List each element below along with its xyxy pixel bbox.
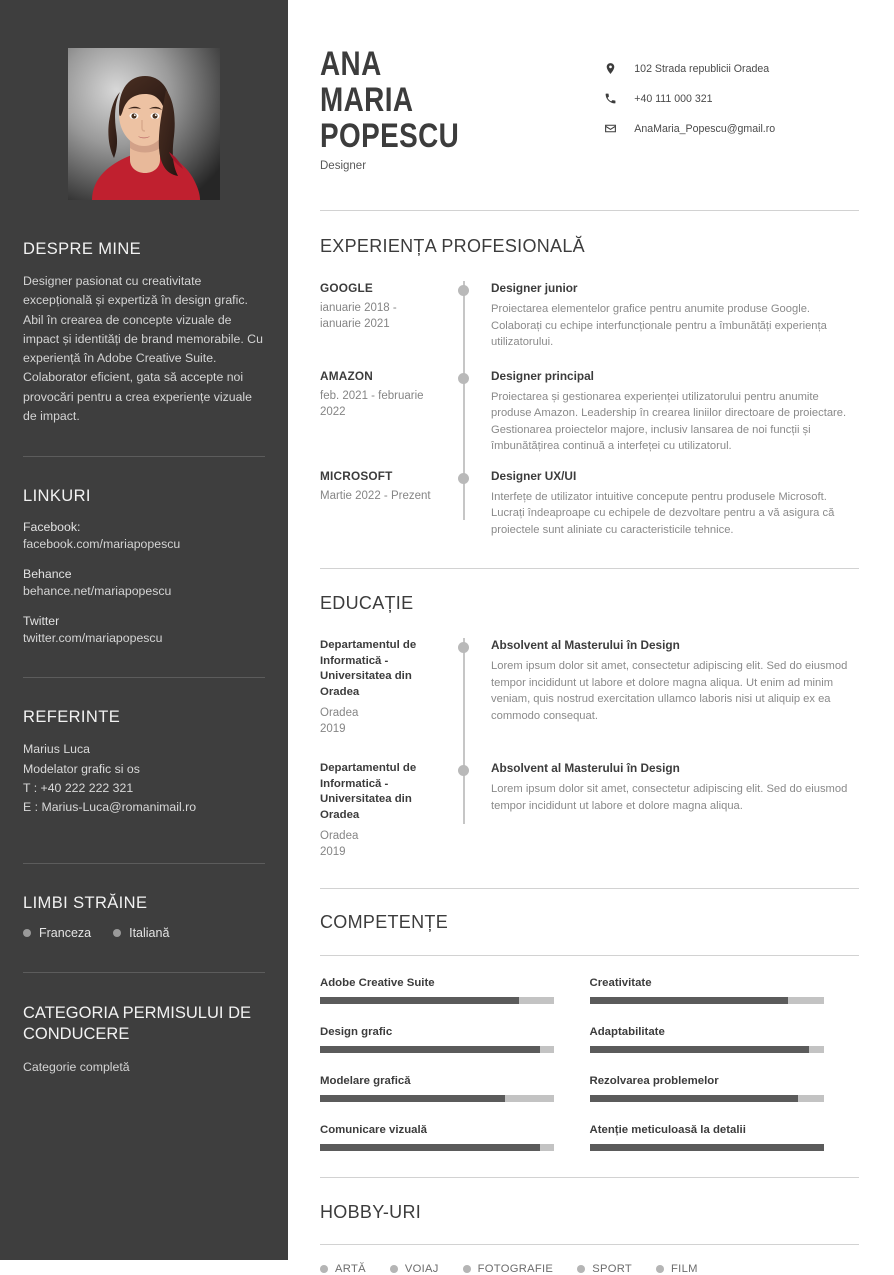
skills-column-right [590,977,860,1173]
languages-heading: LIMBI STRĂINE [23,893,148,912]
experience-detail-col [483,351,859,455]
reference-role: Modelator grafic si os [23,761,140,776]
main-column [288,0,894,1275]
hobby-item [577,1263,632,1275]
contact-phone-text: +40 111 000 321 [634,92,713,105]
sidebar [0,0,288,1260]
divider [320,955,859,956]
education-detail-col [483,737,859,860]
experience-description: Proiectarea și gestionarea experienței utilizatorului pentru anumite produse Amazon. Leadership în crearea liniilor directoare de proiectare. Gestionarea proiectelor majore, inclusiv lansarea de noi funcții și îmbunătățirea continuă a interfeței cu utilizatorul. [491,390,847,452]
contact-email-text: AnaMaria_Popescu@gmail.ro [634,122,776,135]
language-item [113,926,169,940]
reference-phone: T : +40 222 222 321 [23,780,134,795]
skill-bar-fill [590,997,789,1004]
education-org-col [320,737,447,860]
skill-bar-track [590,1046,824,1053]
timeline-marker [447,737,483,860]
timeline-dot-icon [458,473,469,484]
experience-description: Proiectarea elementelor grafice pentru anumite produse Google. Colaborați cu echipe interfuncționale pentru a îmbunătăți experiența utilizatorului. [491,303,827,348]
hobby-item [656,1263,698,1275]
timeline-marker [447,455,483,539]
name-block [320,46,604,172]
experience-period: Martie 2022 - Prezent [320,489,431,502]
experience-role: Designer UX/UI [491,468,577,483]
experience-org-col [320,351,447,455]
education-item [320,737,859,860]
bullet-dot-icon [577,1265,585,1273]
skill-label: Creativitate [589,977,652,989]
education-org: Departamentul de Informatică - Universitatea din Oradea [320,762,417,821]
divider [320,1244,859,1245]
education-description: Lorem ipsum dolor sit amet, consectetur adipiscing elit. Sed do eiusmod tempor incididunt ut labore et dolore magna aliqua. [491,783,848,812]
experience-detail-col [483,455,859,539]
skill-bar-fill [320,1046,540,1053]
hobby-label: FILM [671,1263,698,1275]
education-degree: Absolvent al Masterului în Design [491,638,680,652]
driving-license-heading: CATEGORIA PERMISULUI DE CONDUCERE [23,1003,251,1043]
links-heading: LINKURI [23,487,91,506]
skill-bar-fill [320,997,519,1004]
skill-bar-track [320,1144,554,1151]
experience-heading: EXPERIENȚA PROFESIONALĂ [320,236,585,256]
about-section [23,200,265,426]
experience-section [320,236,859,538]
education-degree: Absolvent al Masterului în Design [491,761,680,775]
link-item[interactable] [23,566,265,600]
driving-license-section [23,973,265,1077]
bullet-dot-icon [656,1265,664,1273]
header [320,0,859,172]
avatar [68,48,220,200]
experience-org-col [320,281,447,351]
skill-bar-track [320,1046,554,1053]
hobbies-heading: HOBBY-URI [320,1202,422,1222]
hobby-label: FOTOGRAFIE [477,1263,554,1275]
hobby-item [463,1263,554,1275]
reference-email: E : Marius-Luca@romanimail.ro [23,800,197,815]
language-label: Italiană [129,925,170,940]
experience-item [320,281,859,351]
skills-section [320,912,859,1173]
links-section [23,457,265,647]
skill-item [320,1026,590,1053]
education-description: Lorem ipsum dolor sit amet, consectetur adipiscing elit. Sed do eiusmod tempor incididunt ut labore et dolore magna aliqua. Ut enim ad minim veniam, quis nostrud exercitation ullamco laboris nisi ut aliquip ex ea commodo consequat. [491,660,848,722]
education-item [320,638,859,737]
experience-detail-col [483,281,859,351]
hobbies-section [320,1202,859,1275]
education-year: 2019 [320,846,346,858]
education-city: Oradea [320,707,359,719]
skill-bar-track [320,1095,554,1102]
skill-item [320,1124,590,1151]
timeline-dot-icon [458,373,469,384]
skill-item [320,1075,590,1102]
hobby-label: ARTĂ [335,1263,366,1275]
timeline-dot-icon [458,642,469,653]
timeline-line [463,351,465,455]
first-name: ANA [320,45,382,83]
skill-bar-track [590,997,824,1004]
education-detail-col [483,638,859,737]
skill-bar-track [590,1144,824,1151]
experience-org-col [320,455,447,539]
portrait-illustration [68,48,220,200]
link-label: Twitter [23,614,60,629]
divider [320,1177,859,1178]
location-pin-icon [604,62,626,75]
profile-photo-wrap [23,0,265,200]
skill-bar-fill [590,1095,798,1102]
skill-label: Design grafic [320,1026,393,1038]
timeline-marker [447,281,483,351]
skill-item [320,977,590,1004]
reference-name: Marius Luca [23,742,90,757]
about-heading: DESPRE MINE [23,240,142,258]
education-heading: EDUCAȚIE [320,593,414,613]
timeline-dot-icon [458,285,469,296]
phone-icon [604,92,626,105]
skill-bar-track [320,997,554,1004]
skill-bar-fill [320,1144,540,1151]
contact-address-text: 102 Strada republicii Oradea [634,62,770,75]
skill-label: Rezolvarea problemelor [589,1075,719,1087]
envelope-icon [604,122,626,135]
skill-label: Atenție meticuloasă la detalii [589,1124,746,1136]
experience-item [320,455,859,539]
hobby-label: VOIAJ [404,1263,439,1275]
experience-period: ianuarie 2018 - ianuarie 2021 [320,302,397,330]
language-label: Franceza [39,925,92,940]
about-text: Designer pasionat cu creativitate excepțională și expertiză în design grafic. Abil în crearea de concepte vizuale de impact și identități de brand memorabile. Cu experiență în Adobe Creative Suite. Colaborator eficient, gata să accepte noi provocări pentru a crea experiențe vizuale de impact. [23,274,263,424]
education-year: 2019 [320,723,346,735]
skill-item [590,1026,860,1053]
experience-item [320,351,859,455]
skill-item [590,1075,860,1102]
skill-bar-fill [590,1144,824,1151]
divider [320,568,859,569]
skill-label: Comunicare vizuală [320,1124,427,1136]
languages-list [23,926,265,940]
timeline-line [463,455,465,521]
bullet-dot-icon [390,1265,398,1273]
divider [320,888,859,889]
experience-org: GOOGLE [320,281,373,295]
timeline-marker [447,351,483,455]
bullet-dot-icon [113,929,121,937]
last-name: MARIA POPESCU [320,81,460,155]
link-label: Behance [23,567,72,582]
hobby-item [320,1263,366,1275]
education-city: Oradea [320,830,359,842]
skill-item [590,1124,860,1151]
skill-label: Adaptabilitate [589,1026,665,1038]
contact-list [604,46,859,172]
skill-item [590,977,860,1004]
experience-org: MICROSOFT [320,468,393,483]
skill-bar-fill [590,1046,810,1053]
languages-section [23,864,265,940]
skill-bar-track [590,1095,824,1102]
education-org: Departamentul de Informatică - Universitatea din Oradea [320,639,417,698]
experience-org: AMAZON [320,368,373,383]
references-heading: REFERINTE [23,708,121,727]
bullet-dot-icon [320,1265,328,1273]
experience-period: feb. 2021 - februarie 2022 [320,389,424,418]
skill-bar-fill [320,1095,505,1102]
experience-description: Interfețe de utilizator intuitive concepute pentru produsele Microsoft. Lucrați îndeaproape cu echipele de dezvoltare pentru a vă asigura că proiectele sunt aliniate cu caracteristicile tehnice. [491,490,835,536]
hobby-label: SPORT [592,1263,633,1275]
contact-address [604,62,859,75]
education-section [320,593,859,860]
timeline-line [463,737,465,824]
link-label: Facebook: [23,520,81,535]
hobbies-list [320,1263,859,1275]
link-url[interactable]: behance.net/mariapopescu [23,584,172,599]
bullet-dot-icon [23,929,31,937]
skills-grid [320,977,859,1173]
link-url[interactable]: twitter.com/mariapopescu [23,631,163,646]
contact-phone [604,92,859,105]
contact-email [604,122,859,135]
bullet-dot-icon [463,1265,471,1273]
experience-role: Designer principal [491,368,594,383]
skill-label: Adobe Creative Suite [320,977,435,989]
timeline-marker [447,638,483,737]
job-title: Designer [320,160,367,172]
language-item [23,926,91,940]
education-org-col [320,638,447,737]
link-item[interactable] [23,519,265,553]
skill-label: Modelare grafică [320,1075,411,1087]
driving-license-value: Categorie completă [23,1059,130,1074]
skills-heading: COMPETENȚE [320,912,449,932]
link-item[interactable] [23,613,265,647]
link-url[interactable]: facebook.com/mariapopescu [23,537,181,552]
experience-role: Designer junior [491,281,578,295]
timeline-dot-icon [458,765,469,776]
references-section [23,678,265,817]
hobby-item [390,1263,439,1275]
skills-column-left [320,977,590,1173]
divider [320,210,859,211]
